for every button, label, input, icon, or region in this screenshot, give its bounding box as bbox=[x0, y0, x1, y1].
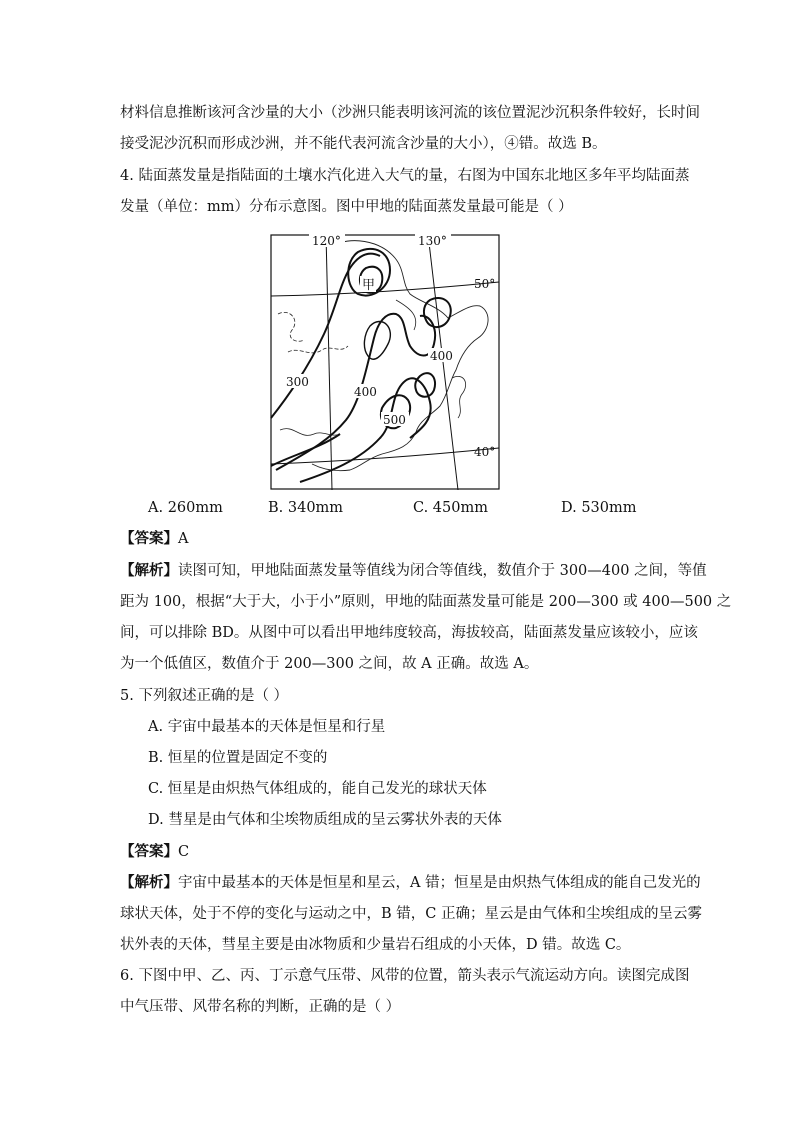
q4-answer bbox=[120, 529, 680, 549]
q6-stem-line: 6. 下图中甲、乙、丙、丁示意气压带、风带的位置，箭头表示气流运动方向。读图完成图 bbox=[120, 968, 690, 984]
q5-answer bbox=[120, 842, 680, 862]
isoline-400-label: 400 bbox=[430, 349, 453, 363]
q4-stem-line: 4. 陆面蒸发量是指陆面的土壤水汽化进入大气的量，右图为中国东北地区多年平均陆面蒸 bbox=[120, 168, 690, 184]
q5-analysis-line: 状外表的天体，彗星主要是由冰物质和少量岩石组成的小天体，D 错。故选 C。 bbox=[120, 937, 631, 953]
q6-stem-line: 中气压带、风带名称的判断，正确的是（ ） bbox=[120, 999, 401, 1015]
q4-analysis-line: 距为 100，根据“大于大，小于小”原则，甲地的陆面蒸发量可能是 200—300 或 400—500 之 bbox=[120, 594, 732, 610]
answer-label: 【答案】 bbox=[120, 843, 178, 860]
lat-50-label: 50° bbox=[474, 277, 496, 291]
isoline-500-label: 500 bbox=[383, 413, 406, 427]
q4-option-b: B. 340mm bbox=[268, 500, 344, 516]
evaporation-map bbox=[270, 234, 500, 490]
q5-stem: 5. 下列叙述正确的是（ ） bbox=[120, 688, 289, 704]
isoline-closed-small bbox=[415, 373, 435, 397]
isoline-400-label: 400 bbox=[354, 385, 377, 399]
q4-option-c: C. 450mm bbox=[413, 500, 488, 516]
meridian-120 bbox=[326, 234, 332, 490]
q4-stem-line: 发量（单位：mm）分布示意图。图中甲地的陆面蒸发量最可能是（ ） bbox=[120, 199, 573, 215]
place-jia-label: 甲 bbox=[362, 278, 376, 293]
lat-40-label: 40° bbox=[474, 445, 496, 459]
q4-option-d: D. 530mm bbox=[561, 500, 637, 516]
q4-analysis-line: 为一个低值区，数值介于 200—300 之间，故 A 正确。故选 A。 bbox=[120, 656, 539, 672]
analysis-text: 读图可知，甲地陆面蒸发量等值线为闭合等值线，数值介于 300—400 之间，等值 bbox=[178, 563, 707, 579]
q5-analysis-line: 球状天体，处于不停的变化与运动之中，B 错，C 正确；星云是由气体和尘埃组成的呈云雾 bbox=[120, 906, 702, 922]
boundary-line bbox=[278, 312, 304, 341]
q4-analysis-line: 间，可以排除 BD。从图中可以看出甲地纬度较高，海拔较高，陆面蒸发量应该较小，应该 bbox=[120, 625, 698, 641]
prev-explanation-line: 材料信息推断该河含沙量的大小（沙洲只能表明该河流的该位置泥沙沉积条件较好，长时间 bbox=[120, 105, 700, 121]
answer-value: C bbox=[178, 844, 190, 860]
q4-option-a: A. 260mm bbox=[148, 500, 223, 516]
lon-120-label: 120° bbox=[312, 234, 341, 248]
q5-option-b: B. 恒星的位置是固定不变的 bbox=[148, 750, 328, 766]
isoline-300-label: 300 bbox=[286, 375, 309, 389]
prev-explanation-line: 接受泥沙沉积而形成沙洲，并不能代表河流含沙量的大小），④错。故选 B。 bbox=[120, 136, 607, 152]
q5-option-a: A. 宇宙中最基本的天体是恒星和行星 bbox=[148, 719, 386, 735]
lon-130-label: 130° bbox=[418, 234, 447, 248]
analysis-text: 宇宙中最基本的天体是恒星和星云，A 错；恒星是由炽热气体组成的能自己发光的 bbox=[178, 875, 701, 891]
analysis-label: 【解析】 bbox=[120, 874, 178, 891]
q5-analysis-line bbox=[120, 873, 701, 893]
answer-label: 【答案】 bbox=[120, 530, 178, 547]
boundary-line bbox=[452, 376, 466, 418]
analysis-label: 【解析】 bbox=[120, 562, 178, 579]
q5-option-c: C. 恒星是由炽热气体组成的，能自己发光的球状天体 bbox=[148, 781, 487, 797]
answer-value: A bbox=[178, 531, 189, 547]
q5-option-d: D. 彗星是由气体和尘埃物质组成的呈云雾状外表的天体 bbox=[148, 812, 502, 828]
q4-analysis-line bbox=[120, 561, 707, 581]
